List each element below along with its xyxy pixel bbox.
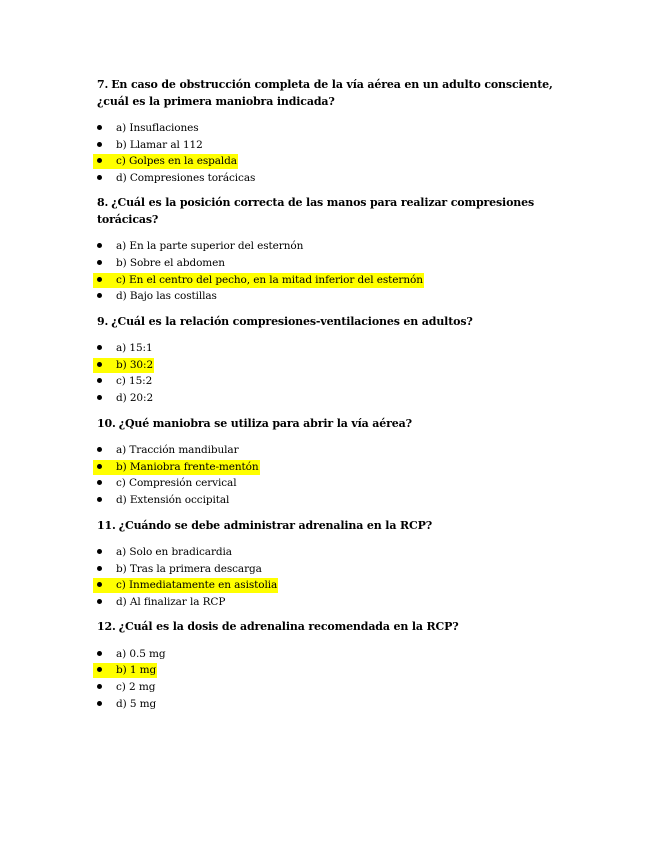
question-number: 11. [97,518,116,532]
answer-option [97,475,567,492]
answer-option [97,137,567,154]
question-block [97,314,567,407]
answer-option [97,120,567,137]
question-number: 8. [97,196,109,210]
question-block [97,619,567,712]
answer-option [97,696,567,713]
answer-option [97,390,567,407]
answer-text: b) Maniobra frente-mentón [116,460,259,473]
question-title [97,518,567,535]
answer-text: b) 30:2 [116,358,154,371]
bullet-icon [97,277,102,282]
answer-text: c) Inmediatamente en asistolia [116,579,278,592]
answer-option-highlighted [97,153,567,170]
question-number: 10. [97,416,116,430]
answer-option [97,170,567,187]
answer-text: c) 2 mg [116,681,156,694]
question-title [97,416,567,433]
answer-option [97,442,567,459]
answer-text: c) Compresión cervical [116,477,237,490]
bullet-icon [97,293,102,298]
question-number: 7. [97,78,109,91]
answer-text: a) 0.5 mg [116,647,166,660]
bullet-icon [97,701,102,706]
bullet-icon [97,480,102,485]
bullet-icon [97,395,102,400]
answer-option [97,544,567,561]
answer-option [97,238,567,255]
question-text: ¿Cuál es la relación compresiones-ventilaciones en adultos? [111,314,473,328]
answer-option [97,594,567,611]
bullet-icon [97,447,102,452]
answer-text: d) Al finalizar la RCP [116,595,226,608]
bullet-icon [97,125,102,130]
answer-option [97,561,567,578]
bullet-icon [97,566,102,571]
bullet-icon [97,599,102,604]
question-number: 12. [97,620,116,634]
question-block [97,416,567,509]
answer-option [97,679,567,696]
question-text: ¿Cuándo se debe administrar adrenalina en la RCP? [118,518,433,532]
answer-text: b) Llamar al 112 [116,138,203,151]
bullet-icon [97,549,102,554]
answer-option-highlighted [97,272,567,289]
bullet-icon [97,142,102,147]
answer-list [97,120,567,186]
answer-text: b) Sobre el abdomen [116,256,225,269]
bullet-icon [97,684,102,689]
answer-option [97,492,567,509]
bullet-icon [97,362,102,367]
bullet-icon [97,464,102,469]
document-page [97,77,567,721]
question-block [97,77,567,186]
question-text: ¿Cuál es la dosis de adrenalina recomendada en la RCP? [118,620,459,634]
question-title [97,195,567,228]
answer-list [97,646,567,712]
question-text: ¿Qué maniobra se utiliza para abrir la vía aérea? [118,416,412,430]
answer-text: c) 15:2 [116,375,153,388]
answer-option-highlighted [97,577,567,594]
answer-text: a) En la parte superior del esternón [116,240,304,253]
answer-option-highlighted [97,357,567,374]
answer-text: d) 5 mg [116,697,157,710]
answer-option-highlighted [97,662,567,679]
answer-list [97,544,567,610]
answer-text: c) Golpes en la espalda [116,155,237,168]
question-title [97,77,567,110]
answer-option [97,255,567,272]
answer-text: d) Extensión occipital [116,493,230,506]
question-block [97,518,567,611]
answer-option [97,373,567,390]
bullet-icon [97,651,102,656]
answer-text: a) Insuflaciones [116,122,199,134]
question-title [97,619,567,636]
answer-text: a) Solo en bradicardia [116,546,232,558]
bullet-icon [97,497,102,502]
answer-option [97,646,567,663]
answer-text: b) Tras la primera descarga [116,562,262,575]
answer-text: a) Tracción mandibular [116,444,239,457]
answer-list [97,442,567,508]
answer-option-highlighted [97,459,567,476]
question-number: 9. [97,314,109,328]
answer-text: b) 1 mg [116,664,157,677]
answer-text: d) Compresiones torácicas [116,171,256,184]
question-block [97,195,567,304]
answer-option [97,340,567,357]
question-text: En caso de obstrucción completa de la vía aérea en un adulto consciente, ¿cuál es la primera maniobra indicada? [97,78,553,108]
bullet-icon [97,345,102,350]
bullet-icon [97,260,102,265]
answer-text: c) En el centro del pecho, en la mitad inferior del esternón [116,273,423,286]
answer-text: d) Bajo las costillas [116,290,217,303]
answer-list [97,238,567,304]
answer-text: d) 20:2 [116,392,154,405]
answer-text: a) 15:1 [116,342,153,355]
bullet-icon [97,243,102,248]
bullet-icon [97,378,102,383]
answer-list [97,340,567,406]
question-title [97,314,567,331]
bullet-icon [97,175,102,180]
answer-option [97,288,567,305]
question-text: ¿Cuál es la posición correcta de las manos para realizar compresiones torácicas? [97,196,535,226]
